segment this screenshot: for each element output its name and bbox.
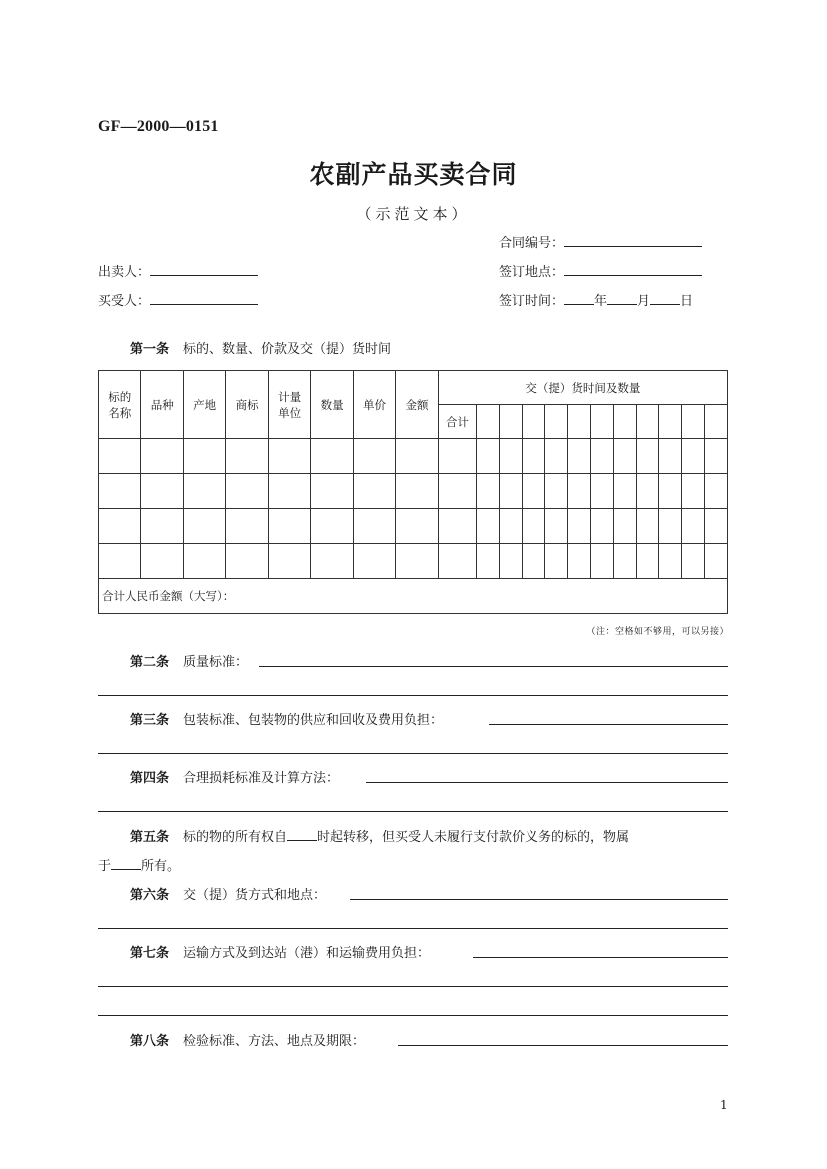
column-header: 品种 [141,371,183,439]
goods-table [98,370,728,614]
article-5-cont-1: 于 [98,859,112,874]
article-7-blank-line-1[interactable] [98,986,728,987]
article-8-number: 第八条 [130,1034,170,1049]
month-blank[interactable] [607,290,637,305]
article-1 [130,338,391,357]
article-2 [130,651,248,670]
article-5-cont-2: 所有。 [141,859,181,874]
delivery-header: 交（提）货时间及数量 [438,371,727,405]
column-header: 单价 [353,371,395,439]
sign-time-label: 签订时间： [499,294,565,309]
month-label: 月 [637,294,651,309]
table-row[interactable] [99,474,728,509]
table-row[interactable] [99,544,728,579]
column-header: 标的 名称 [99,371,141,439]
seller-blank[interactable] [150,261,258,276]
article-6 [130,884,326,903]
total-amount-label: 合计人民币金额（大写）： [99,579,728,614]
buyer-field [98,290,258,309]
contract-number-blank[interactable] [564,232,702,247]
article-4-blank-line[interactable] [98,811,728,812]
day-label: 日 [680,294,694,309]
article-5-text-2: 时起转移，但买受人未履行支付款价义务的标的，物属 [317,830,630,845]
year-label: 年 [594,294,608,309]
article-5-number: 第五条 [130,830,170,845]
article-7-blank[interactable] [473,957,728,958]
column-header: 金额 [396,371,438,439]
article-4 [130,767,339,786]
article-7-blank-line-2[interactable] [98,1015,728,1016]
table-header-row [99,371,728,405]
sign-place-field [499,261,702,280]
column-header: 产地 [183,371,225,439]
article-5-transfer-blank[interactable] [287,826,317,841]
article-2-number: 第二条 [130,655,170,670]
article-8-blank[interactable] [398,1045,728,1046]
article-8-text: 检验标准、方法、地点及期限： [183,1034,366,1049]
year-blank[interactable] [564,290,594,305]
article-3-blank-line[interactable] [98,753,728,754]
article-2-blank-line[interactable] [98,695,728,696]
article-6-text: 交（提）货方式和地点： [183,888,327,903]
seller-label: 出卖人： [98,265,151,280]
page-number: 1 [720,1098,728,1112]
article-2-blank[interactable] [259,666,728,667]
article-5-text: 标的物的所有权自 [183,830,288,845]
total-row[interactable] [99,579,728,614]
article-1-number: 第一条 [130,342,170,357]
article-3-number: 第三条 [130,713,170,728]
sign-time-field [499,290,693,309]
article-4-number: 第四条 [130,771,170,786]
article-5-continued [98,855,180,874]
article-7-text: 运输方式及到达站（港）和运输费用负担： [183,946,431,961]
article-3-text: 包装标准、包装物的供应和回收及费用负担： [183,713,444,728]
article-4-blank[interactable] [366,782,728,783]
contract-number-label: 合同编号： [499,236,565,251]
article-6-number: 第六条 [130,888,170,903]
buyer-blank[interactable] [150,290,258,305]
table-row[interactable] [99,439,728,474]
article-8 [130,1030,365,1049]
article-4-text: 合理损耗标准及计算方法： [183,771,340,786]
article-7-number: 第七条 [130,946,170,961]
buyer-label: 买受人： [98,294,151,309]
table-row[interactable] [99,509,728,544]
article-2-text: 质量标准： [183,655,249,670]
day-blank[interactable] [650,290,680,305]
article-5-owner-blank[interactable] [111,855,141,870]
contract-number-field [499,232,702,251]
contract-subtitle: （示范文本） [356,205,471,223]
column-header: 计量 单位 [268,371,310,439]
sign-place-blank[interactable] [564,261,702,276]
table-note: （注：空格如不够用，可以另接） [586,627,729,637]
seller-field [98,261,258,280]
article-6-blank[interactable] [350,899,728,900]
contract-title: 农副产品买卖合同 [309,160,518,189]
column-header: 商标 [226,371,268,439]
subtotal-header: 合计 [438,405,476,439]
column-header: 数量 [311,371,353,439]
article-7 [130,942,430,961]
sign-place-label: 签订地点： [499,265,565,280]
article-3 [130,709,443,728]
article-6-blank-line[interactable] [98,928,728,929]
document-code: GF—2000—0151 [98,118,219,135]
article-1-text: 标的、数量、价款及交（提）货时间 [183,342,392,357]
article-5 [130,826,629,845]
article-3-blank[interactable] [489,724,728,725]
